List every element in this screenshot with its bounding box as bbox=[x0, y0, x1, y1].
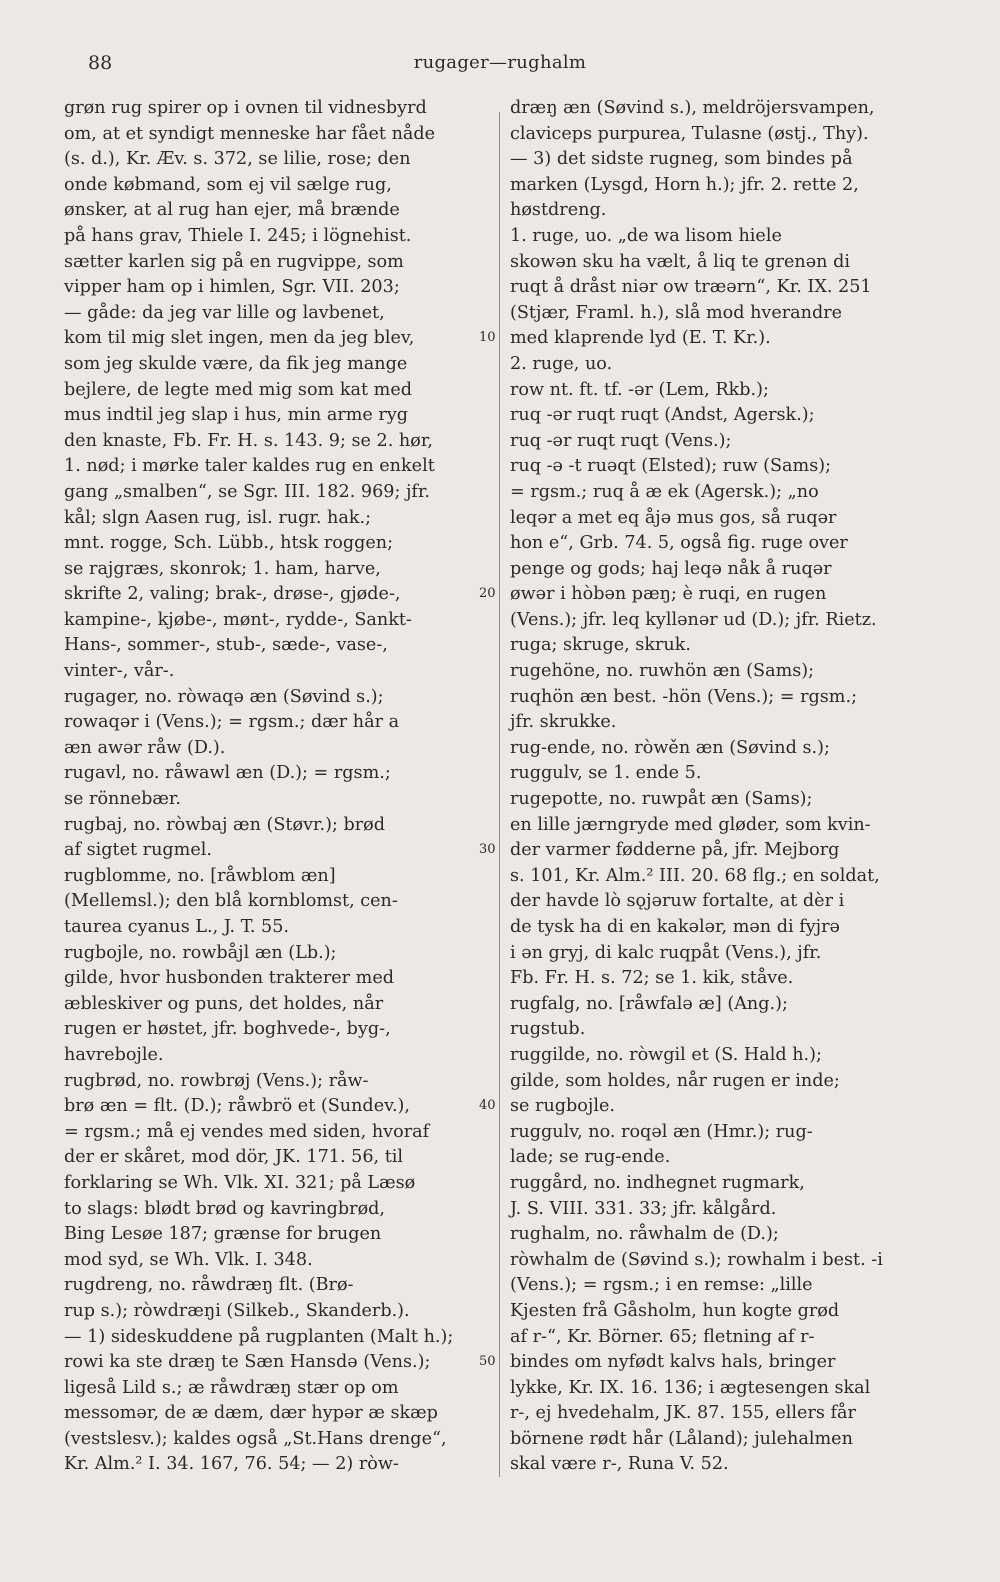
text-line: vipper ham op i himlen, Sgr. VII. 203; bbox=[64, 277, 400, 298]
text-line: æbleskiver og puns, det holdes, når bbox=[64, 993, 384, 1014]
text-line: bejlere, de legte med mig som kat med bbox=[64, 379, 413, 400]
text-line: ønsker, at al rug han ejer, må brænde bbox=[64, 200, 400, 221]
text-line: r-, ej hvedehalm, JK. 87. 155, ellers får bbox=[510, 1403, 856, 1424]
text-line: leqər a met eq åjə mus gos, så ruqər bbox=[510, 507, 837, 528]
text-line: = rgsm.; må ej vendes med siden, hvoraf bbox=[64, 1121, 430, 1142]
line-number: 10 bbox=[479, 330, 496, 346]
text-line: ròwhalm de (Søvind s.); rowhalm i best. -i bbox=[510, 1249, 883, 1270]
line-number: 50 bbox=[479, 1354, 496, 1370]
text-line: i ən gryj, di kalc ruqpåt (Vens.), jfr. bbox=[510, 942, 822, 963]
text-line: øwər i hòbən pæŋ; è ruqi, en rugen bbox=[510, 584, 827, 605]
text-line: sætter karlen sig på en rugvippe, som bbox=[64, 251, 404, 272]
text-line: penge og gods; haj leqə nåk å ruqər bbox=[510, 558, 832, 579]
text-line: = rgsm.; ruq å æ ek (Agersk.); „no bbox=[510, 481, 819, 502]
text-line: af r-“, Kr. Börner. 65; fletning af r- bbox=[510, 1326, 815, 1347]
text-line: ruggulv, no. roqəl æn (Hmr.); rug- bbox=[510, 1121, 813, 1142]
text-line: høstdreng. bbox=[510, 200, 607, 221]
text-line: s. 101, Kr. Alm.² III. 20. 68 flg.; en soldat, bbox=[510, 865, 880, 886]
text-line: mnt. rogge, Sch. Lübb., htsk roggen; bbox=[64, 533, 394, 554]
text-line: — gåde: da jeg var lille og lavbenet, bbox=[64, 302, 385, 323]
text-line: om, at et syndigt menneske har fået nåde bbox=[64, 123, 436, 144]
text-line: bindes om nyfødt kalvs hals, bringer bbox=[510, 1352, 836, 1373]
right-column bbox=[510, 96, 950, 1478]
text-line: marken (Lysgd, Horn h.); jfr. 2. rette 2, bbox=[510, 174, 859, 195]
text-line: J. S. VIII. 331. 33; jfr. kålgård. bbox=[510, 1198, 777, 1219]
text-line: gilde, som holdes, når rugen er inde; bbox=[510, 1070, 840, 1091]
text-line: rugbaj, no. ròwbaj æn (Støvr.); brød bbox=[64, 814, 386, 835]
text-line: taurea cyanus L., J. T. 55. bbox=[64, 917, 290, 937]
text-line: se rajgræs, skonrok; 1. ham, harve, bbox=[64, 558, 381, 579]
text-line: rugen er høstet, jfr. boghvede-, byg-, bbox=[64, 1019, 391, 1040]
text-line: rug-ende, no. ròwěn æn (Søvind s.); bbox=[510, 737, 830, 758]
text-line: Fb. Fr. H. s. 72; se 1. kik, ståve. bbox=[510, 968, 794, 989]
text-line: rugdreng, no. råwdræŋ flt. (Brø- bbox=[64, 1275, 354, 1296]
running-head: rugager—rughalm bbox=[413, 52, 587, 73]
text-line: mod syd, se Wh. Vlk. I. 348. bbox=[64, 1249, 313, 1270]
text-line: vinter-, vår-. bbox=[64, 661, 175, 682]
text-line: havrebojle. bbox=[64, 1044, 164, 1065]
line-number: 20 bbox=[479, 586, 496, 602]
column-divider bbox=[499, 112, 500, 1477]
text-line: der varmer fødderne på, jfr. Mejborg bbox=[510, 840, 840, 861]
text-line: rugstub. bbox=[510, 1019, 586, 1040]
text-line: en lille jærngryde med gløder, som kvin- bbox=[510, 814, 871, 835]
text-line: skal være r-, Runa V. 52. bbox=[510, 1454, 729, 1475]
text-line: börnene rødt hår (Låland); julehalmen bbox=[510, 1428, 853, 1449]
text-line: ruq -ə -t ruəqt (Elsted); ruw (Sams); bbox=[510, 456, 832, 477]
text-line: rowi ka ste dræŋ te Sæn Hansdə (Vens.); bbox=[64, 1352, 431, 1373]
text-line: rugbrød, no. rowbrøj (Vens.); råw- bbox=[64, 1070, 369, 1091]
text-line: claviceps purpurea, Tulasne (østj., Thy). bbox=[510, 123, 869, 144]
text-line: ruga; skruge, skruk. bbox=[510, 635, 691, 656]
page-number: 88 bbox=[88, 52, 113, 74]
text-line: rughalm, no. råwhalm de (D.); bbox=[510, 1224, 779, 1245]
left-column bbox=[64, 96, 488, 1478]
text-line: 1. ruge, uo. „de wa lisom hiele bbox=[510, 225, 782, 246]
text-line: ruggulv, se 1. ende 5. bbox=[510, 763, 702, 784]
text-line: gang „smalben“, se Sgr. III. 182. 969; jfr. bbox=[64, 481, 431, 502]
text-line: 1. nød; i mørke taler kaldes rug en enkelt bbox=[64, 456, 435, 477]
text-line: lykke, Kr. IX. 16. 136; i ægtesengen skal bbox=[510, 1377, 871, 1398]
text-line: (Vens.); = rgsm.; i en remse: „lille bbox=[510, 1275, 813, 1296]
text-line: (Mellemsl.); den blå kornblomst, cen- bbox=[64, 891, 398, 912]
text-line: Hans-, sommer-, stub-, sæde-, vase-, bbox=[64, 635, 388, 656]
text-line: forklaring se Wh. Vlk. XI. 321; på Læsø bbox=[64, 1172, 416, 1193]
text-line: brø æn = flt. (D.); råwbrö et (Sundev.), bbox=[64, 1096, 411, 1117]
text-line: de tysk ha di en kakələr, mən di fyjrə bbox=[510, 917, 840, 937]
text-line: der havde lò sǫjəruw fortalte, at dèr i bbox=[510, 891, 845, 912]
text-line: (Vens.); jfr. leq kyllənər ud (D.); jfr. Rietz. bbox=[510, 609, 877, 630]
text-line: rugbojle, no. rowbåjl æn (Lb.); bbox=[64, 942, 337, 963]
text-line: ruqhön æn best. -hön (Vens.); = rgsm.; bbox=[510, 686, 858, 707]
text-line: hon e“, Grb. 74. 5, også fig. ruge over bbox=[510, 533, 848, 554]
text-line: Kr. Alm.² I. 34. 167, 76. 54; — 2) ròw- bbox=[64, 1454, 399, 1475]
text-line: to slags: blødt brød og kavringbrød, bbox=[64, 1198, 386, 1219]
text-line: skrifte 2, valing; brak-, drøse-, gjøde-, bbox=[64, 584, 401, 605]
text-line: grøn rug spirer op i ovnen til vidnesbyrd bbox=[64, 98, 427, 118]
text-line: kom til mig slet ingen, men da jeg blev, bbox=[64, 328, 415, 349]
text-line: rugfalg, no. [råwfalə æ] (Ang.); bbox=[510, 993, 788, 1014]
text-line: — 1) sideskuddene på rugplanten (Malt h.); bbox=[64, 1326, 454, 1347]
text-line: rup s.); ròwdræŋi (Silkeb., Skanderb.). bbox=[64, 1300, 410, 1321]
text-line: se rugbojle. bbox=[510, 1096, 615, 1117]
text-line: jfr. skrukke. bbox=[510, 712, 617, 733]
text-line: ligeså Lild s.; æ råwdræŋ stær op om bbox=[64, 1377, 399, 1398]
text-line: æn awər råw (D.). bbox=[64, 737, 226, 758]
text-line: 2. ruge, uo. bbox=[510, 353, 613, 374]
text-line: lade; se rug-ende. bbox=[510, 1147, 671, 1168]
text-line: (vestslesv.); kaldes også „St.Hans drenge“, bbox=[64, 1428, 447, 1449]
text-line: rugblomme, no. [råwblom æn] bbox=[64, 865, 336, 886]
text-line: onde købmand, som ej vil sælge rug, bbox=[64, 174, 392, 195]
text-line: rugehöne, no. ruwhön æn (Sams); bbox=[510, 661, 815, 682]
text-line: dræŋ æn (Søvind s.), meldröjersvampen, bbox=[510, 98, 875, 118]
text-line: Bing Lesøe 187; grænse for brugen bbox=[64, 1224, 382, 1245]
text-line: den knaste, Fb. Fr. H. s. 143. 9; se 2. hør, bbox=[64, 430, 433, 451]
text-line: mus indtil jeg slap i hus, min arme ryg bbox=[64, 405, 409, 426]
text-line: ruq -ər ruqt ruqt (Vens.); bbox=[510, 430, 732, 451]
text-line: af sigtet rugmel. bbox=[64, 840, 212, 861]
text-line: Kjesten frå Gåsholm, hun kogte grød bbox=[510, 1300, 840, 1321]
text-line: gilde, hvor husbonden trakterer med bbox=[64, 968, 395, 989]
text-line: se rönnebær. bbox=[64, 789, 181, 810]
text-line: row nt. ft. tf. -ər (Lem, Rkb.); bbox=[510, 379, 769, 400]
text-line: messomər, de æ dæm, dær hypər æ skæp bbox=[64, 1403, 438, 1424]
text-line: rowaqər i (Vens.); = rgsm.; dær hår a bbox=[64, 712, 400, 733]
text-line: som jeg skulde være, da fik jeg mange bbox=[64, 353, 408, 374]
text-line: der er skåret, mod dör, JK. 171. 56, til bbox=[64, 1147, 404, 1168]
text-line: kampine-, kjøbe-, mønt-, rydde-, Sankt- bbox=[64, 609, 412, 630]
text-line: kål; slgn Aasen rug, isl. rugr. hak.; bbox=[64, 507, 372, 528]
text-line: ruqt å dråst niər ow træərn“, Kr. IX. 251 bbox=[510, 277, 872, 298]
page-header bbox=[0, 52, 1000, 82]
text-line: rugepotte, no. ruwpåt æn (Sams); bbox=[510, 789, 813, 810]
text-line: rugager, no. ròwaqə æn (Søvind s.); bbox=[64, 686, 384, 707]
text-line: på hans grav, Thiele I. 245; i lögnehist. bbox=[64, 225, 412, 246]
line-number: 40 bbox=[479, 1098, 496, 1114]
text-line: med klaprende lyd (E. T. Kr.). bbox=[510, 328, 771, 349]
text-line: rugavl, no. råwawl æn (D.); = rgsm.; bbox=[64, 763, 391, 784]
text-line: — 3) det sidste rugneg, som bindes på bbox=[510, 149, 853, 170]
text-line: ruggård, no. indhegnet rugmark, bbox=[510, 1172, 805, 1193]
text-line: (s. d.), Kr. Æv. s. 372, se lilie, rose; den bbox=[64, 149, 411, 170]
text-line: skowən sku ha vælt, å liq te grenən di bbox=[510, 251, 850, 272]
text-line: ruggilde, no. ròwgil et (S. Hald h.); bbox=[510, 1044, 822, 1065]
line-number: 30 bbox=[479, 842, 496, 858]
text-line: (Stjær, Framl. h.), slå mod hverandre bbox=[510, 302, 843, 323]
text-line: ruq -ər ruqt ruqt (Andst, Agersk.); bbox=[510, 405, 815, 426]
